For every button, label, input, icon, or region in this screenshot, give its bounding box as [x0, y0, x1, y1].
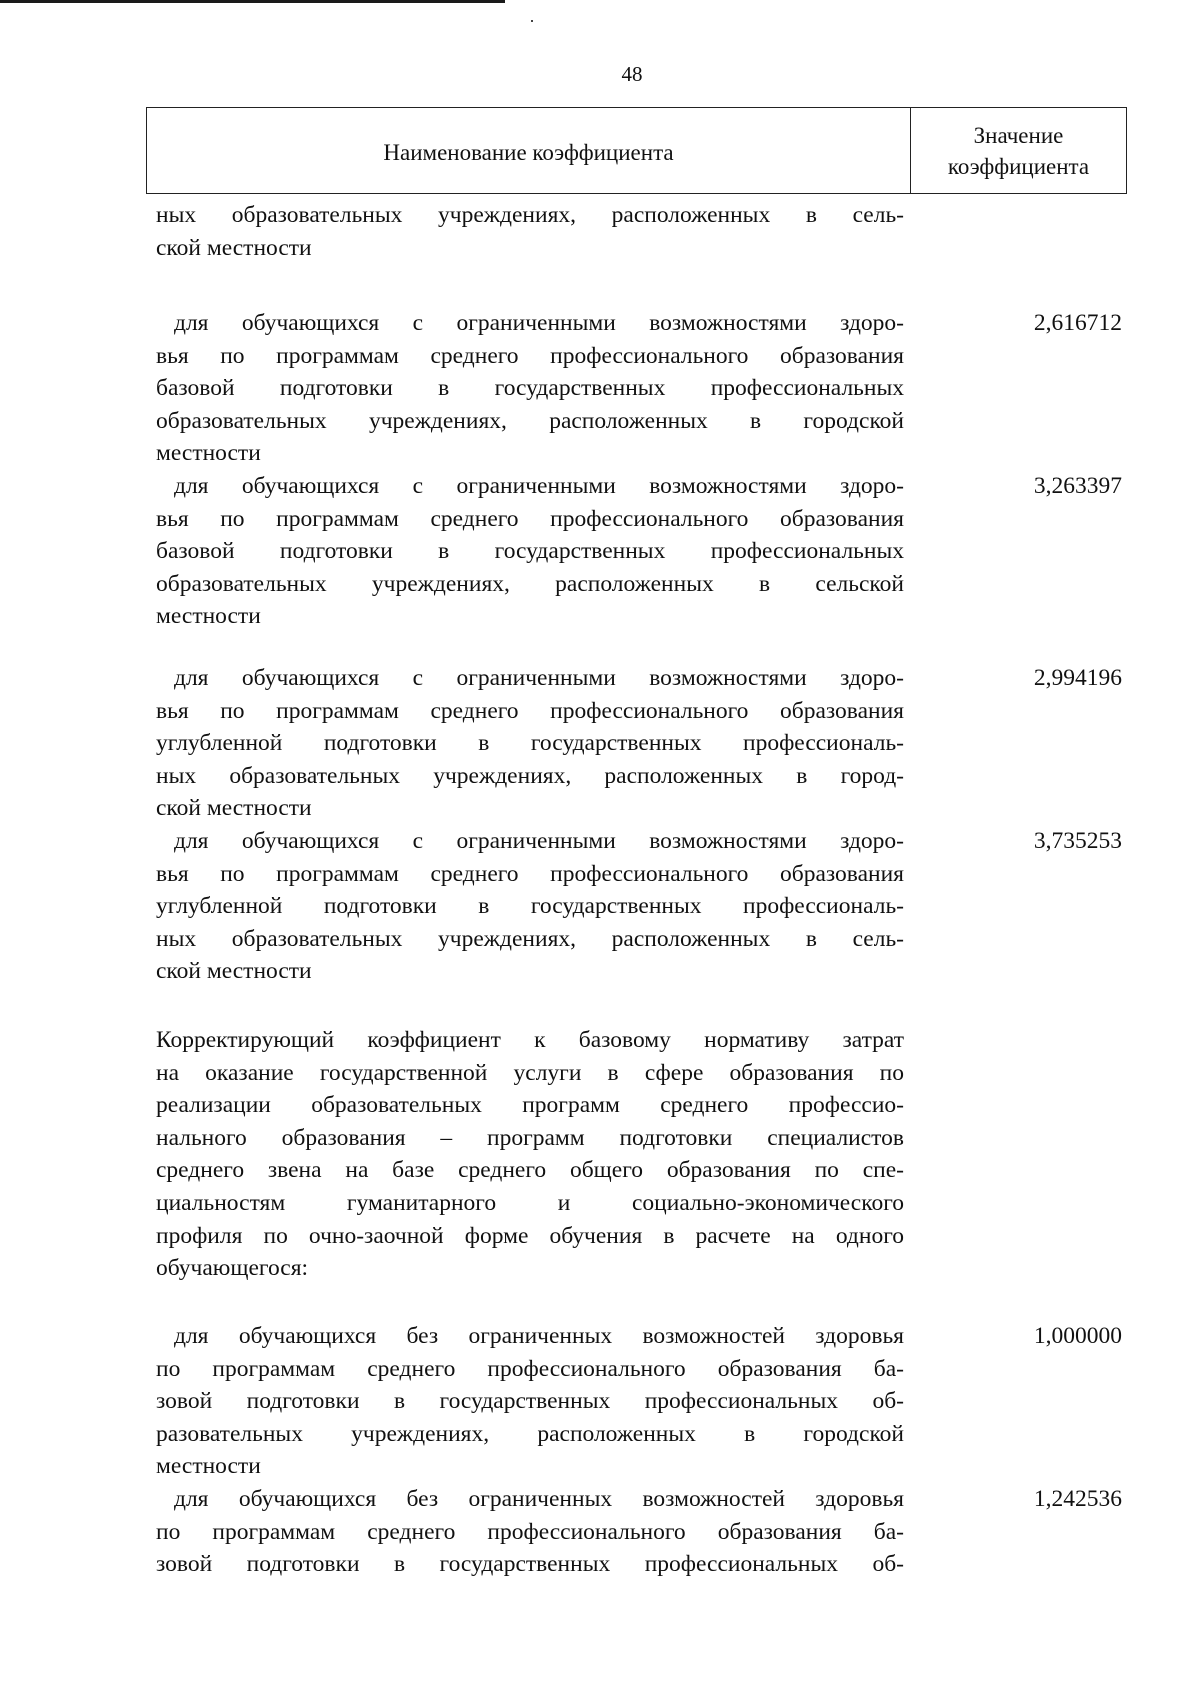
table-row: [156, 1024, 1156, 1285]
text-line: для обучающихся с ограниченными возможностями здоро-: [174, 473, 904, 499]
text-line: для обучающихся с ограниченными возможностями здоро-: [174, 665, 904, 691]
text-line: образовательных учреждениях, расположенных в городской: [156, 407, 904, 434]
table-row: [156, 825, 1156, 988]
text-line: обучающегося:: [156, 1255, 309, 1282]
row-value: 2,994196: [1033, 665, 1122, 691]
row-description: [156, 307, 904, 470]
header-coefficient-value: Значение коэффициента: [947, 122, 1090, 179]
table-row: [156, 470, 1156, 633]
text-line: углубленной подготовки в государственных профессиональ-: [156, 893, 904, 920]
text-line: местности: [156, 440, 261, 467]
text-line: по программам среднего профессионального образования ба-: [156, 1518, 904, 1545]
table-header: [146, 107, 1127, 194]
scan-speck: [531, 20, 533, 22]
table-row: [156, 1320, 1156, 1483]
text-line: зовой подготовки в государственных профессиональных об-: [156, 1551, 904, 1578]
text-line: на оказание государственной услуги в сфере образования по: [156, 1059, 904, 1086]
text-line: местности: [156, 1453, 261, 1480]
text-line: ных образовательных учреждениях, расположенных в город-: [156, 762, 904, 789]
text-line: ской местности: [156, 958, 312, 985]
text-line: циальностям гуманитарного и социально-экономического: [156, 1189, 904, 1216]
page-number: 48: [621, 62, 643, 86]
row-description: [156, 1483, 904, 1581]
row-description: [156, 662, 904, 825]
row-description: [156, 199, 904, 264]
row-value: 1,000000: [1033, 1323, 1122, 1349]
text-line: местности: [156, 603, 261, 630]
text-line: профиля по очно-заочной форме обучения в расчете на одного: [156, 1222, 904, 1249]
text-line: по программам среднего профессионального образования ба-: [156, 1355, 904, 1382]
text-line: для обучающихся с ограниченными возможностями здоро-: [174, 828, 904, 854]
text-line: для обучающихся без ограниченных возможностей здоровья: [174, 1486, 904, 1512]
text-line: вья по программам среднего профессионального образования: [156, 860, 904, 887]
text-line: нального образования – программ подготовки специалистов: [156, 1124, 904, 1151]
text-line: ных образовательных учреждениях, расположенных в сель-: [156, 202, 904, 228]
text-line: Корректирующий коэффициент к базовому нормативу затрат: [156, 1027, 904, 1053]
row-value: 1,242536: [1033, 1486, 1122, 1512]
row-description: [156, 825, 904, 988]
text-line: вья по программам среднего профессионального образования: [156, 342, 904, 369]
text-line: вья по программам среднего профессионального образования: [156, 505, 904, 532]
text-line: ных образовательных учреждениях, расположенных в сель-: [156, 925, 904, 952]
row-value: [904, 1024, 1134, 1285]
text-line: ской местности: [156, 795, 312, 822]
row-value: 3,263397: [1033, 473, 1122, 499]
text-line: для обучающихся с ограниченными возможностями здоро-: [174, 310, 904, 336]
text-line: базовой подготовки в государственных профессиональных: [156, 538, 904, 565]
text-line: зовой подготовки в государственных профессиональных об-: [156, 1388, 904, 1415]
row-description: [156, 1024, 904, 1285]
text-line: ской местности: [156, 234, 312, 261]
table-row: [156, 662, 1156, 825]
text-line: базовой подготовки в государственных профессиональных: [156, 375, 904, 402]
text-line: реализации образовательных программ среднего профессио-: [156, 1092, 904, 1119]
scan-edge-line: [0, 0, 505, 3]
header-coefficient-name: Наименование коэффициента: [147, 108, 911, 193]
row-value: 3,735253: [1033, 828, 1122, 854]
row-value: [904, 199, 1134, 264]
table-row: [156, 307, 1156, 470]
text-line: среднего звена на базе среднего общего образования по спе-: [156, 1157, 904, 1184]
row-description: [156, 1320, 904, 1483]
table-row: [156, 1483, 1156, 1581]
text-line: разовательных учреждениях, расположенных в городской: [156, 1420, 904, 1447]
row-value: 2,616712: [1033, 310, 1122, 336]
text-line: образовательных учреждениях, расположенных в сельской: [156, 570, 904, 597]
text-line: вья по программам среднего профессионального образования: [156, 697, 904, 724]
row-description: [156, 470, 904, 633]
table-row: [156, 199, 1156, 264]
text-line: для обучающихся без ограниченных возможностей здоровья: [174, 1323, 904, 1349]
text-line: углубленной подготовки в государственных профессиональ-: [156, 730, 904, 757]
